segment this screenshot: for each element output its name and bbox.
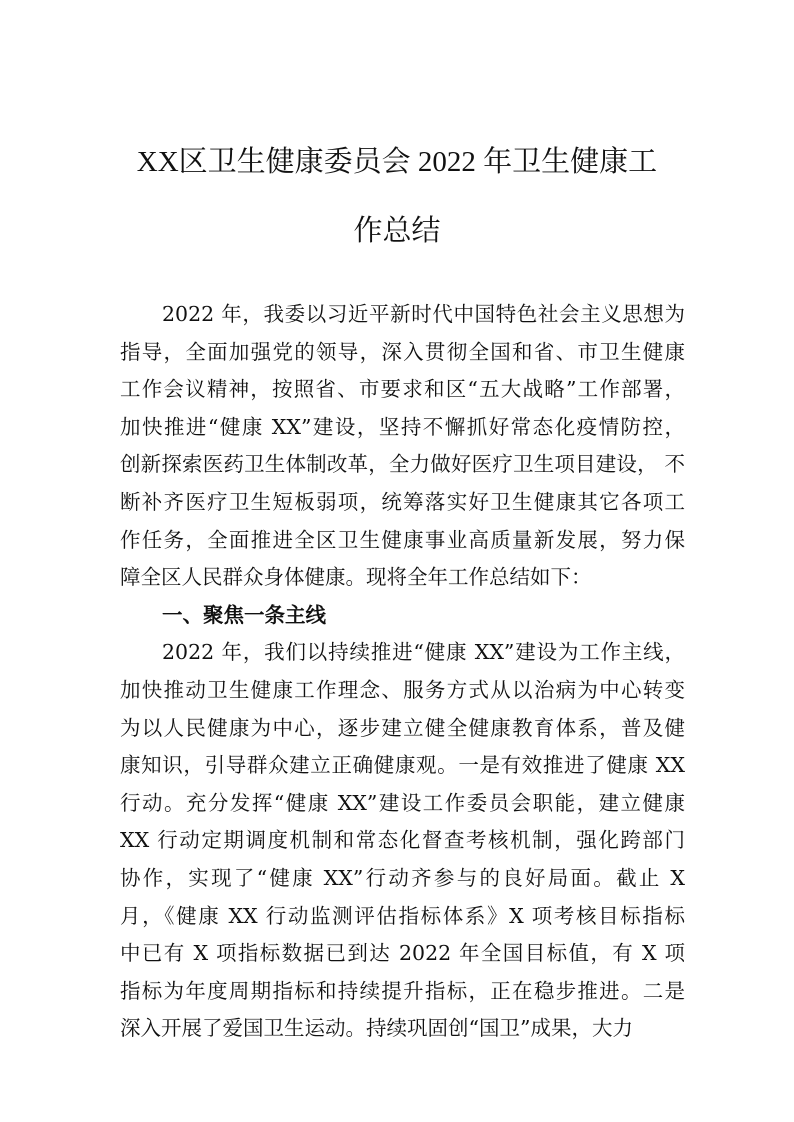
paragraph-1-line: 指导，全面加强党的领导，深入贯彻全国和省、市卫生健康 <box>120 339 685 364</box>
paragraph-2-line: 康知识，引导群众建立正确健康观。一是有效推进了健康 XX <box>120 753 685 778</box>
paragraph-2-line: 深入开展了爱国卫生运动。持续巩固创“国卫”成果，大力 <box>120 1016 633 1041</box>
document-title-line-1: XX区卫生健康委员会 2022 年卫生健康工 <box>136 146 658 178</box>
paragraph-2-line: 2022 年，我们以持续推进“健康 XX”建设为工作主线， <box>162 640 685 665</box>
paragraph-2-line: XX 行动定期调度机制和常态化督查考核机制，强化跨部门 <box>120 828 685 853</box>
document-title-line-2: 作总结 <box>353 215 441 247</box>
paragraph-2-line: 行动。充分发挥“健康 XX”建设工作委员会职能，建立健康 <box>120 790 685 815</box>
document-body <box>120 296 685 1048</box>
section-heading-1: 一、聚焦一条主线 <box>162 602 326 627</box>
paragraph-2-line: 指标为年度周期指标和持续提升指标，正在稳步推进。二是 <box>120 978 685 1003</box>
paragraph-1-line: 障全区人民群众身体健康。现将全年工作总结如下： <box>120 565 592 590</box>
paragraph-1-line: 加快推进“健康 XX”建设，坚持不懈抓好常态化疫情防控， <box>120 414 685 439</box>
paragraph-1-line: 工作会议精神，按照省、市要求和区“五大战略”工作部署， <box>120 377 685 402</box>
paragraph-1-line: 2022 年，我委以习近平新时代中国特色社会主义思想为 <box>162 302 685 326</box>
paragraph-2-line: 月，《健康 XX 行动监测评估指标体系》X 项考核目标指标 <box>120 903 685 928</box>
paragraph-1-line: 断补齐医疗卫生短板弱项，统筹落实好卫生健康其它各项工 <box>120 489 685 514</box>
paragraph-1-line: 创新探索医药卫生体制改革，全力做好医疗卫生项目建设， 不 <box>120 452 685 477</box>
paragraph-2-line: 加快推动卫生健康工作理念、服务方式从以治病为中心转变 <box>120 677 685 702</box>
paragraph-1-line: 作任务，全面推进全区卫生健康事业高质量新发展，努力保 <box>120 527 685 552</box>
paragraph-2-line: 协作，实现了“健康 XX”行动齐参与的良好局面。截止 X <box>120 865 685 890</box>
paragraph-2-line: 中已有 X 项指标数据已到达 2022 年全国目标值，有 X 项 <box>120 941 685 966</box>
paragraph-2-line: 为以人民健康为中心，逐步建立健全健康教育体系，普及健 <box>120 715 685 740</box>
